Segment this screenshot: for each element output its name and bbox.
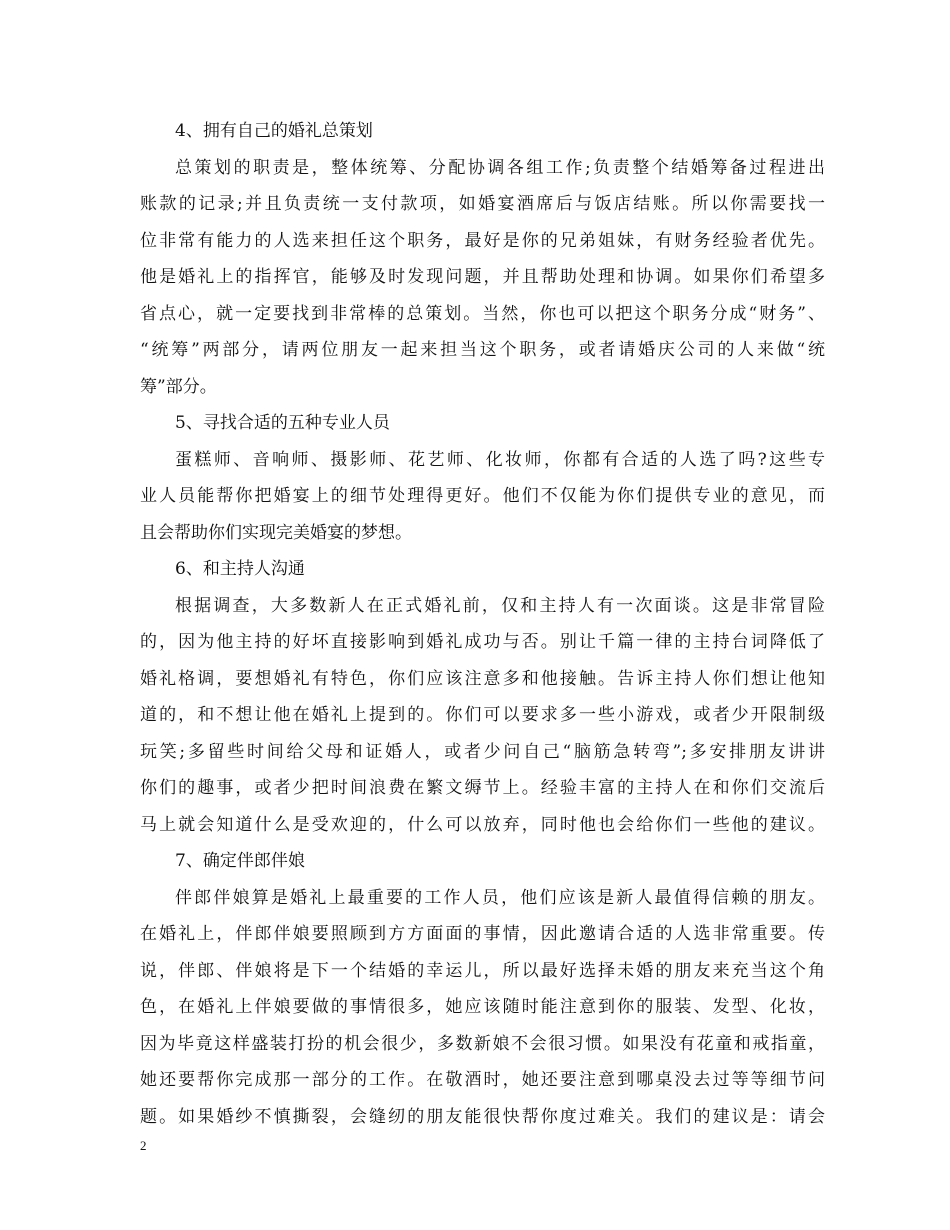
- text-line: 6、和主持人沟通: [175, 559, 305, 579]
- text-line: 她还要帮你完成那一部分的工作。在敬酒时，她还要注意到哪桌没去过等等细节问: [140, 1070, 825, 1090]
- text-line: 总策划的职责是，整体统筹、分配协调各组工作;负责整个结婚筹备过程进出: [175, 157, 825, 178]
- text-line: 的，因为他主持的好坏直接影响到婚礼成功与否。别让千篇一律的主持台词降低了: [140, 632, 825, 652]
- text-line: 4、拥有自己的婚礼总策划: [175, 121, 373, 141]
- text-line: 位非常有能力的人选来担任这个职务，最好是你的兄弟姐妹，有财务经验者优先。: [140, 230, 825, 251]
- text-line: 7、确定伴郎伴娘: [175, 851, 305, 871]
- text-line: 账款的记录;并且负责统一支付款项，如婚宴酒席后与饭店结账。所以你需要找一: [140, 194, 825, 214]
- page-number: 2: [140, 1138, 147, 1153]
- text-line: 道的，和不想让他在婚礼上提到的。你们可以要求多一些小游戏，或者少开限制级: [140, 705, 825, 725]
- text-line: 业人员能帮你把婚宴上的细节处理得更好。他们不仅能为你们提供专业的意见，而: [140, 486, 825, 506]
- text-line: 在婚礼上，伴郎伴娘要照顾到方方面面的事情，因此邀请合适的人选非常重要。传: [140, 924, 825, 944]
- text-line: 筹”部分。: [140, 376, 217, 397]
- text-line: 说，伴郎、伴娘将是下一个结婚的幸运儿，所以最好选择未婚的朋友来充当这个角: [140, 960, 825, 981]
- text-line: 根据调查，大多数新人在正式婚礼前，仅和主持人有一次面谈。这是非常冒险: [175, 595, 825, 616]
- text-line: “统筹”两部分，请两位朋友一起来担当这个职务，或者请婚庆公司的人来做“统: [140, 340, 825, 360]
- text-line: 玩笑;多留些时间给父母和证婚人，或者少问自己“脑筋急转弯”;多安排朋友讲讲: [140, 741, 825, 762]
- text-line: 你们的趣事，或者少把时间浪费在繁文缛节上。经验丰富的主持人在和你们交流后: [140, 778, 825, 798]
- text-line: 蛋糕师、音响师、摄影师、花艺师、化妆师，你都有合适的人选了吗?这些专: [175, 449, 825, 470]
- text-line: 5、寻找合适的五种专业人员: [175, 413, 390, 433]
- text-line: 婚礼格调，要想婚礼有特色，你们应该注意多和他接触。告诉主持人你们想让他知: [140, 668, 825, 689]
- text-line: 题。如果婚纱不慎撕裂，会缝纫的朋友能很快帮你度过难关。我们的建议是：请会: [140, 1106, 825, 1127]
- text-line: 色，在婚礼上伴娘要做的事情很多，她应该随时能注意到你的服装、发型、化妆，: [140, 997, 825, 1017]
- document-body: [140, 113, 825, 1135]
- text-line: 且会帮助你们实现完美婚宴的梦想。: [140, 522, 412, 543]
- text-line: 伴郎伴娘算是婚礼上最重要的工作人员，他们应该是新人最值得信赖的朋友。: [175, 887, 825, 908]
- text-line: 省点心，就一定要找到非常棒的总策划。当然，你也可以把这个职务分成“财务”、: [140, 303, 825, 324]
- text-line: 因为毕竟这样盛装打扮的机会很少，多数新娘不会很习惯。如果没有花童和戒指童，: [140, 1033, 825, 1054]
- text-line: 马上就会知道什么是受欢迎的，什么可以放弃，同时他也会给你们一些他的建议。: [140, 814, 825, 835]
- text-line: 他是婚礼上的指挥官，能够及时发现问题，并且帮助处理和协调。如果你们希望多: [140, 267, 825, 287]
